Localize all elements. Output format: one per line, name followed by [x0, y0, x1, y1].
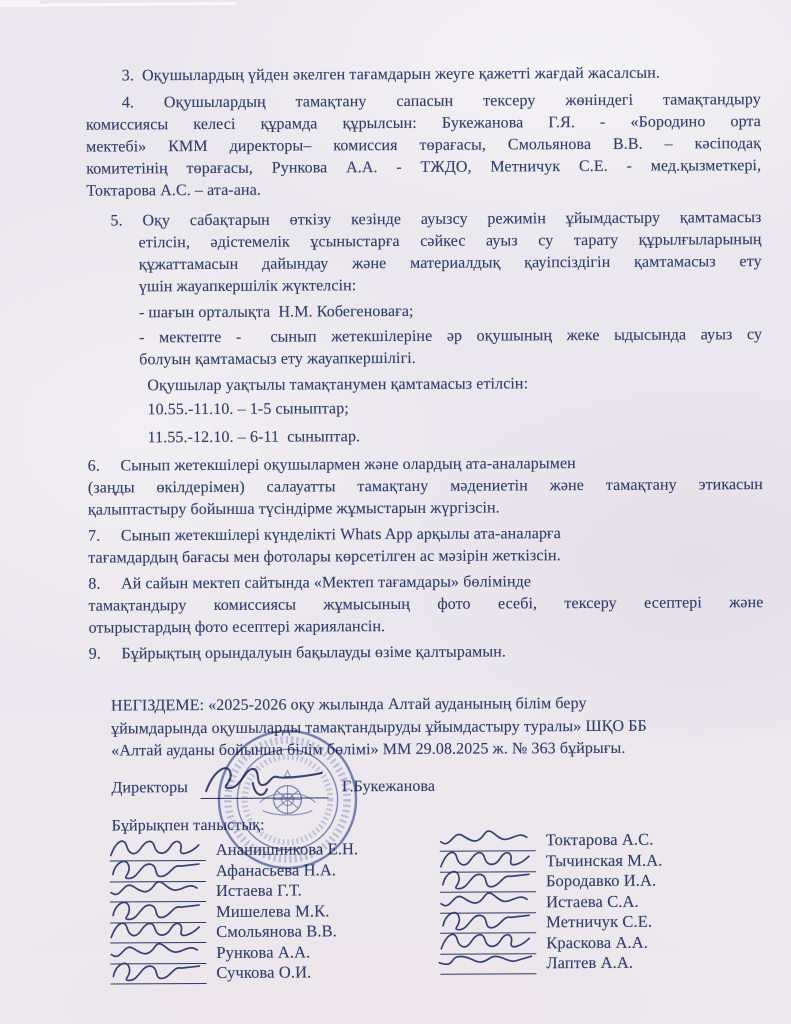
order-point-4 — [86, 89, 762, 203]
order-point-5-line-3: құжаттамасын дайындау және материалдық қауіпсіздігін қамтамасыз ету — [138, 253, 762, 274]
order-point-7-line-1: 7. Сынып жетекшілері күнделікті Whats App арқылы ата-аналарға — [88, 525, 561, 545]
order-point-7-line-2: тағамдардың бағасы мен фотолары көрсетілген ас мәзірін жеткізсін. — [88, 547, 561, 567]
order-point-4-line-4: комитетінің төрағасы, Рункова А.А. - ТЖДО, Метничук С.Е. - мед.қызметкері, — [86, 157, 762, 178]
signer-name: Истаева С.А. — [545, 891, 639, 911]
handwritten-signature — [434, 946, 540, 977]
basis-paragraph — [111, 692, 759, 763]
order-point-5-line-4: үшін жауапкершілік жүктелсін: — [138, 277, 357, 296]
signatures-right-column — [440, 830, 663, 975]
signer-name: Истаева Г.Т. — [215, 880, 302, 900]
signer-name: Ананишникова Е.Н. — [215, 839, 359, 859]
order-point-9 — [89, 640, 764, 666]
order-point-8-line-2: тамақтандыру комиссиясы жұмысының фото есебі, тексеру есептері және — [88, 594, 764, 615]
signer-name: Метничук С.Е. — [546, 911, 653, 932]
signer-name: Бородавко И.А. — [545, 870, 657, 891]
order-point-4-line-1: 4. Оқушылардың тамақтану сапасын тексеру жөніндегі тамақтандыру — [121, 91, 761, 112]
bullet-school-line-2: болуын қамтамасыз ету жауапкершілігі. — [139, 349, 416, 369]
order-point-8-line-1: 8. Ай сайын мектеп сайтында «Мектеп тағамдары» бөлімінде — [88, 573, 532, 593]
signer-name: Мишелева М.К. — [216, 900, 330, 921]
meal-time-2-line: 11.55.-12.10. – 6-11 сыныптар. — [147, 428, 361, 447]
basis-line-1: НЕГІЗДЕМЕ: «2025-2026 оқу жылында Алтай ауданының білім беру — [110, 695, 587, 715]
bullet-small-center-line-1: - шағын орталықта Н.М. Кобегеноваға; — [138, 302, 414, 322]
meal-time-1 — [147, 396, 762, 421]
meal-heading — [147, 372, 762, 397]
acknowledgement-signatures — [110, 829, 791, 984]
signature-row — [440, 953, 663, 975]
director-name: Г.Букежанова — [341, 777, 436, 795]
signature-line — [110, 968, 206, 985]
signer-name: Смольянова В.В. — [216, 921, 337, 941]
order-point-9-line-1: 9. Бұйрықтың орындалуын бақылауды өзіме қалтырамын. — [88, 643, 507, 663]
signature-line — [440, 958, 536, 975]
order-point-5 — [110, 207, 762, 298]
order-point-5-line-1: 5. Оқу сабақтарын өткізу кезінде ауызсу режимін ұйымдастыру қамтамасыз — [110, 209, 762, 230]
order-point-6-line-2: (заңды өкілдерімен) салауатты тамақтану мәдениетін және тамақтану этикасын — [87, 476, 763, 497]
signer-name: Токтарова А.С. — [545, 829, 654, 850]
signer-name: Тычинская М.А. — [545, 850, 663, 870]
order-point-3 — [85, 0, 760, 88]
bullet-school — [139, 324, 762, 371]
signer-name: Рункова А.А. — [216, 941, 311, 962]
order-point-4-line-5: Токтарова А.С. – ата-ана. — [86, 181, 262, 200]
meal-time-1-line: 10.55.-11.10. – 1-5 сыныптар; — [147, 400, 349, 419]
order-point-3-line-1: 3. Оқушылардың үйден әкелген тағамдарын жеуге қажетті жағдай жасалсын. — [121, 64, 661, 85]
order-point-4-line-2: комиссиясы келесі құрамда құрылсын: Букежанова Г.Я. - «Бородино орта — [85, 113, 762, 134]
state-emblem-icon — [260, 771, 316, 815]
bullet-small-center — [139, 299, 762, 324]
meal-heading-line-1: Оқушылар уақтылы тамақтанумен қамтамасыз етілсін: — [147, 375, 529, 395]
order-point-6-line-3: қалыптастыру бойынша түсіндірме жұмыстарын жүргізсін. — [87, 499, 500, 519]
signature-row — [110, 962, 440, 984]
signer-name: Лаптев А.А. — [546, 952, 634, 973]
order-point-6 — [88, 452, 763, 522]
basis-line-2: ұйымдарында оқушыларды тамақтандыруды ұйымдастыру туралы» ШҚО ББ — [111, 717, 647, 737]
signer-name: Краскова А.А. — [546, 932, 649, 952]
order-point-8-line-3: отырыстардың фото есептері жариялансін. — [88, 618, 386, 637]
director-label: Директоры — [111, 778, 189, 796]
order-point-8 — [88, 570, 763, 640]
handwritten-signature — [104, 956, 210, 987]
order-point-6-line-1: 6. Сынып жетекшілері оқушылармен және олардың ата-аналарымен — [87, 455, 576, 475]
basis-line-3: «Алтай ауданы бойынша білім бөлімі» ММ 29.08.2025 ж. № 363 бұйрығы. — [111, 739, 626, 760]
official-round-stamp — [213, 725, 362, 874]
order-point-7 — [88, 522, 763, 570]
order-point-4-line-3: мектебі» КММ директоры– комиссия төрағасы, Смольянова В.В. – кәсіподақ — [86, 135, 762, 156]
signer-name: Сучкова О.И. — [216, 962, 312, 982]
meal-time-2 — [148, 424, 763, 449]
order-point-5-line-2: етілсін, әдістемелік ұсыныстарға сәйкес ауыз су тарату құрылғыларының — [138, 231, 762, 252]
acknowledgement-heading-text: Бұйрықпен таныстық: — [111, 816, 265, 834]
signer-name: Афанасьева Н.А. — [215, 859, 337, 880]
bullet-school-line-1: - мектепте - сынып жетекшілеріне әр оқушының жеке ыдысында ауыз су — [139, 326, 763, 347]
